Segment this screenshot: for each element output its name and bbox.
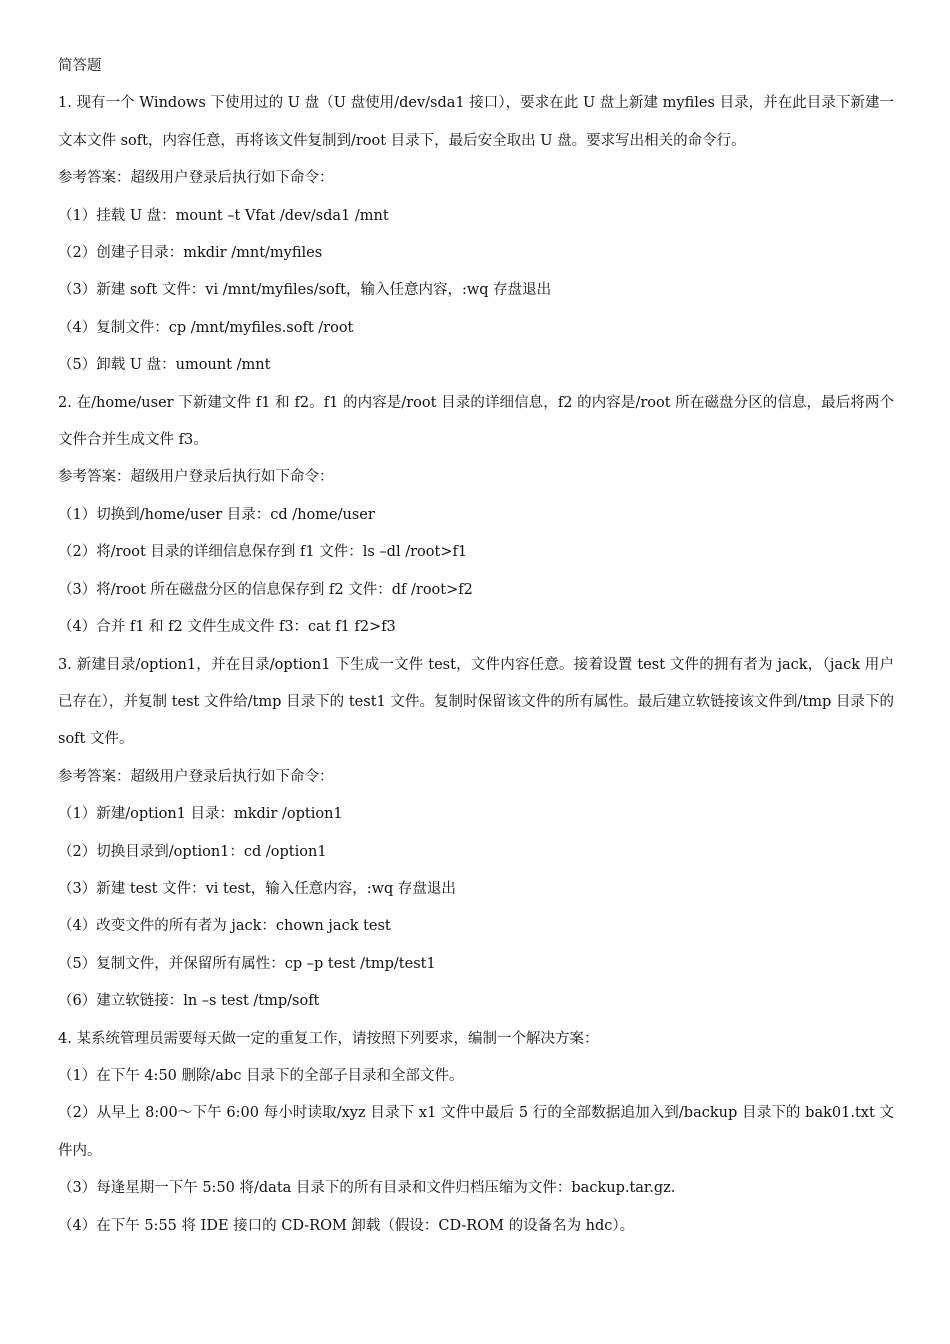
question-4-text: 4. 某系统管理员需要每天做一定的重复工作，请按照下列要求，编制一个解决方案： — [58, 1030, 599, 1047]
question-2-step-2: （2）将/root 目录的详细信息保存到 f1 文件：ls –dl /root>f1 — [58, 544, 468, 561]
question-1-text: 1. 现有一个 Windows 下使用过的 U 盘（U 盘使用/dev/sda1 接口），要求在此 U 盘上新建 myfiles 目录，并在此目录下新建一文本文件 soft，内容任意，再将该文件复制到/root 目录下，最后安全取出 U 盘。要求写出相关的命令行。 — [58, 95, 894, 149]
question-4-step-4: （4）在下午 5:55 将 IDE 接口的 CD-ROM 卸载（假设：CD-ROM 的设备名为 hdc）。 — [58, 1217, 635, 1234]
question-2-step-1: （1）切换到/home/user 目录：cd /home/user — [58, 506, 375, 523]
question-2-text: 2. 在/home/user 下新建文件 f1 和 f2。f1 的内容是/root 目录的详细信息，f2 的内容是/root 所在磁盘分区的信息，最后将两个文件合并生成文件 f3。 — [58, 394, 894, 449]
question-3-step-4: （4）改变文件的所有者为 jack：chown jack test — [58, 918, 391, 935]
question-1-step-4: （4）复制文件：cp /mnt/myfiles.soft /root — [58, 319, 354, 336]
question-2-step-3: （3）将/root 所在磁盘分区的信息保存到 f2 文件：df /root>f2 — [58, 581, 473, 598]
question-1-answer-intro: 参考答案：超级用户登录后执行如下命令： — [58, 170, 334, 187]
question-4-step-3: （3）每逢星期一下午 5:50 将/data 目录下的所有目录和文件归档压缩为文件：backup.tar.gz. — [58, 1180, 676, 1197]
question-3-step-2: （2）切换目录到/option1：cd /option1 — [58, 843, 327, 860]
question-2-answer-intro: 参考答案：超级用户登录后执行如下命令： — [58, 469, 334, 486]
question-1-step-3: （3）新建 soft 文件：vi /mnt/myfiles/soft，输入任意内容，:wq 存盘退出 — [58, 282, 552, 299]
question-3-step-5: （5）复制文件，并保留所有属性：cp –p test /tmp/test1 — [58, 955, 436, 972]
question-4-step-1: （1）在下午 4:50 删除/abc 目录下的全部子目录和全部文件。 — [58, 1067, 464, 1084]
question-4-step-2: （2）从早上 8:00～下午 6:00 每小时读取/xyz 目录下 x1 文件中最后 5 行的全部数据追加入到/backup 目录下的 bak01.txt 文件内。 — [58, 1105, 894, 1159]
question-3-text: 3. 新建目录/option1，并在目录/option1 下生成一文件 test，文件内容任意。接着设置 test 文件的拥有者为 jack，（jack 用户已存在），并复制 test 文件给/tmp 目录下的 test1 文件。复制时保留该文件的所有属性。最后建立软链接该文件到/tmp 目录下的 soft 文件。 — [58, 656, 894, 748]
question-1-step-1: （1）挂载 U 盘：mount –t Vfat /dev/sda1 /mnt — [58, 207, 389, 224]
question-2-step-4: （4）合并 f1 和 f2 文件生成文件 f3：cat f1 f2>f3 — [58, 619, 396, 636]
document-heading: 简答题 — [58, 58, 102, 74]
question-3-step-1: （1）新建/option1 目录：mkdir /option1 — [58, 806, 343, 823]
question-1-step-5: （5）卸载 U 盘：umount /mnt — [58, 357, 271, 374]
question-3-answer-intro: 参考答案：超级用户登录后执行如下命令： — [58, 768, 334, 785]
question-1-step-2: （2）创建子目录：mkdir /mnt/myfiles — [58, 245, 323, 262]
question-3-step-6: （6）建立软链接：ln –s test /tmp/soft — [58, 993, 320, 1010]
question-3-step-3: （3）新建 test 文件：vi test，输入任意内容，:wq 存盘退出 — [58, 880, 456, 897]
document-page — [58, 48, 894, 1245]
